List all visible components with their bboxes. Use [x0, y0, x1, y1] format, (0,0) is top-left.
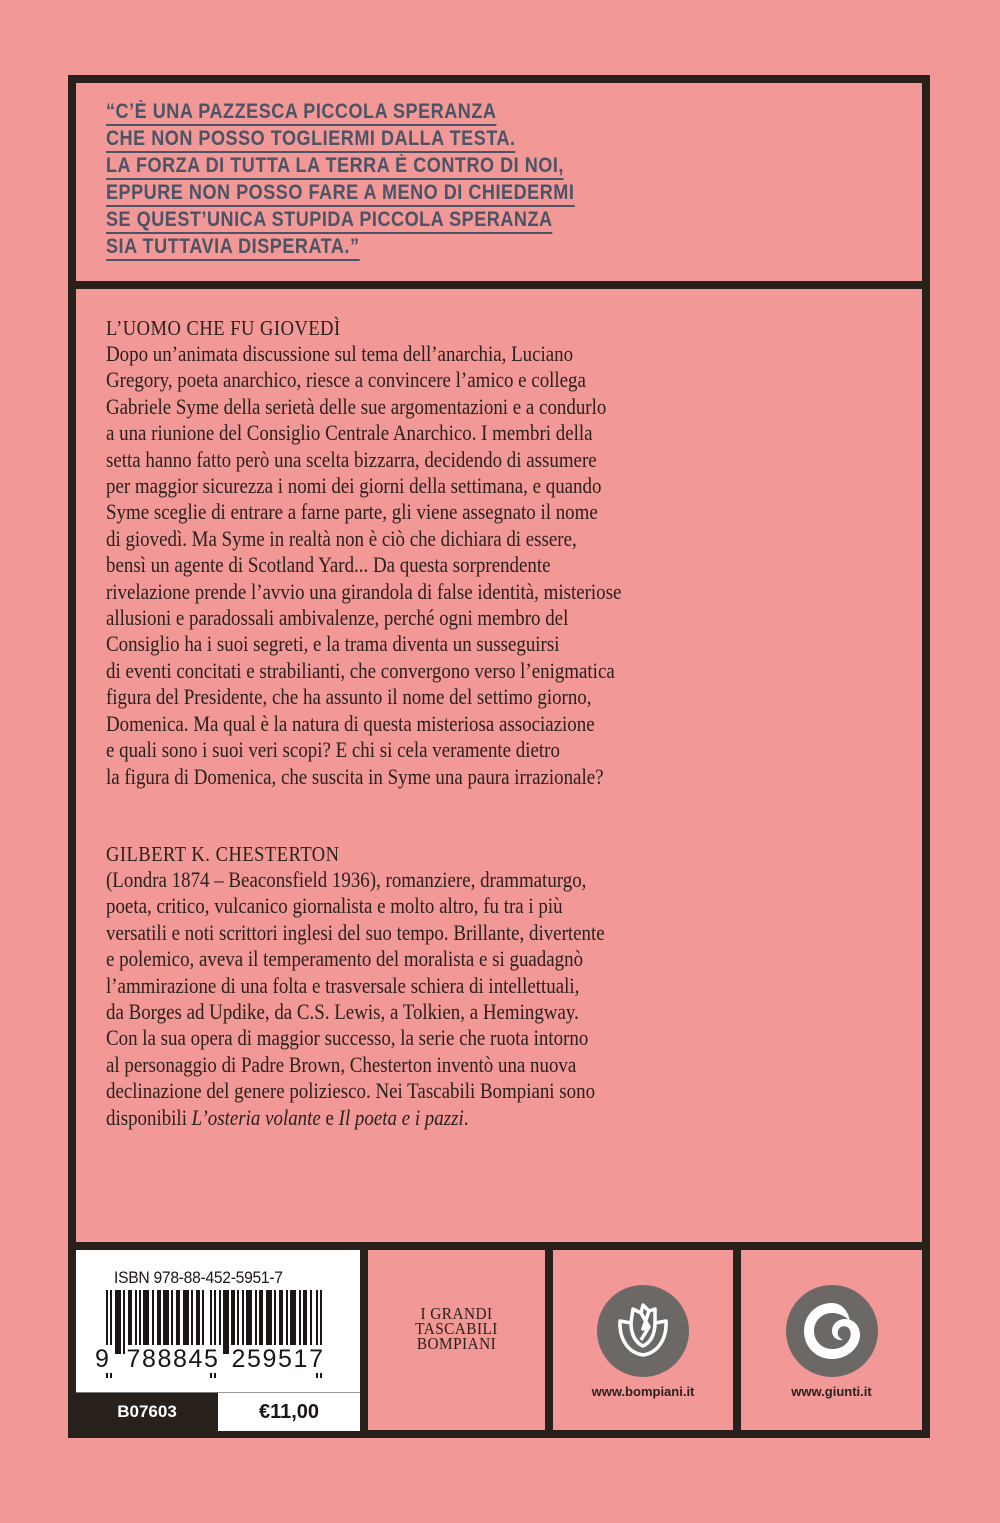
quote-text: [106, 98, 651, 260]
bompiani-logo-icon: [597, 1285, 689, 1377]
product-code: B07603: [76, 1392, 218, 1431]
text-line: la figura di Domenica, che suscita in Syme una paura irrazionale?: [106, 763, 604, 789]
text-line: disponibili L’osteria volante e Il poeta e i pazzi.: [106, 1104, 469, 1130]
quote-line: “C’È UNA PAZZESCA PICCOLA SPERANZA: [106, 98, 574, 125]
author-name: GILBERT K. CHESTERTON: [106, 842, 340, 866]
bompiani-link[interactable]: www.bompiani.it: [591, 1384, 695, 1399]
text-line: poeta, critico, vulcanico giornalista e molto altro, fu tra i più: [106, 893, 563, 919]
synopsis-block: [106, 315, 906, 790]
text-line: Gabriele Syme della serietà delle sue argomentazioni e a condurlo: [106, 393, 607, 419]
author-bio: [106, 867, 906, 1131]
cover-frame: [68, 75, 930, 1438]
text-line: allusioni e paradossali ambivalenze, perché ogni membro del: [106, 605, 569, 631]
text-line: di eventi concitati e strabilianti, che convergono verso l’enigmatica: [106, 657, 615, 683]
series-line: I GRANDI: [420, 1304, 493, 1323]
quote-line: LA FORZA DI TUTTA LA TERRA È CONTRO DI NOI,: [106, 152, 574, 179]
series-panel: [368, 1250, 545, 1430]
description-section: [76, 289, 922, 1242]
text-line: a una riunione del Consiglio Centrale Anarchico. I membri della: [106, 420, 593, 446]
bompiani-panel: [553, 1250, 733, 1430]
text-line: Gregory, poeta anarchico, riesce a convincere l’amico e collega: [106, 367, 586, 393]
isbn-label: ISBN 978-88-452-5951-7: [114, 1268, 283, 1287]
text-line: di giovedì. Ma Syme in realtà non è ciò che dichiara di essere,: [106, 525, 577, 551]
text-line: (Londra 1874 – Beaconsfield 1936), romanziere, drammaturgo,: [106, 867, 587, 892]
quote-line: SE QUEST’UNICA STUPIDA PICCOLA SPERANZA: [106, 206, 574, 233]
text-line: Dopo un’animata discussione sul tema dell’anarchia, Luciano: [106, 341, 574, 366]
author-block: [106, 841, 906, 1131]
quote-line: SIA TUTTAVIA DISPERATA.”: [106, 233, 574, 260]
series-line: BOMPIANI: [416, 1334, 497, 1353]
synopsis-text: [106, 341, 906, 790]
text-line: l’ammirazione di una folta e trasversale schiera di intellettuali,: [106, 972, 580, 998]
tulip-icon: [597, 1285, 689, 1377]
giunti-panel: [741, 1250, 922, 1430]
text-line: figura del Presidente, che ha assunto il nome del settimo giorno,: [106, 684, 592, 710]
text-line: Syme sceglie di entrare a farne parte, gli viene assegnato il nome: [106, 499, 598, 525]
barcode-panel: [76, 1250, 360, 1430]
text-line: Con la sua opera di maggior successo, la serie che ruota intorno: [106, 1025, 589, 1051]
text-line: e quali sono i suoi veri scopi? E chi si cela veramente dietro: [106, 737, 560, 763]
book-title-italic: L’osteria volante: [191, 1104, 321, 1130]
text-line: al personaggio di Padre Brown, Chesterton inventò una nuova: [106, 1051, 577, 1077]
book-title-italic: Il poeta e i pazzi: [338, 1104, 464, 1130]
text-line: da Borges ad Updike, da C.S. Lewis, a Tolkien, a Hemingway.: [106, 999, 579, 1025]
text-line: Domenica. Ma qual è la natura di questa misteriosa associazione: [106, 710, 595, 736]
ean-digits: 9 788845 259517: [95, 1345, 325, 1373]
text-line: per maggior sicurezza i nomi dei giorni della settimana, e quando: [106, 473, 602, 499]
series-line: TASCABILI: [415, 1319, 498, 1338]
book-title: L’UOMO CHE FU GIOVEDÌ: [106, 316, 341, 340]
text-line: versatili e noti scrittori inglesi del suo tempo. Brillante, divertente: [106, 919, 605, 945]
series-logo-text: [368, 1306, 545, 1351]
quote-line: CHE NON POSSO TOGLIERMI DALLA TESTA.: [106, 125, 574, 152]
giunti-link[interactable]: www.giunti.it: [791, 1384, 872, 1399]
giunti-logo-icon: [786, 1285, 878, 1377]
text-line: setta hanno fatto però una scelta bizzarra, decidendo di assumere: [106, 446, 597, 472]
price-label: €11,00: [218, 1392, 360, 1431]
text-line: Consiglio ha i suoi segreti, e la trama diventa un susseguirsi: [106, 631, 560, 657]
swirl-g-icon: [786, 1285, 878, 1377]
text-line: e polemico, aveva il temperamento del moralista e si guadagnò: [106, 946, 584, 972]
quote-line: EPPURE NON POSSO FARE A MENO DI CHIEDERMI: [106, 179, 574, 206]
text-line: declinazione del genere poliziesco. Nei Tascabili Bompiani sono: [106, 1078, 596, 1104]
text-line: bensì un agente di Scotland Yard... Da questa sorprendente: [106, 552, 551, 578]
text-line: rivelazione prende l’avvio una girandola di false identità, misteriose: [106, 578, 622, 604]
quote-section: [76, 83, 922, 281]
